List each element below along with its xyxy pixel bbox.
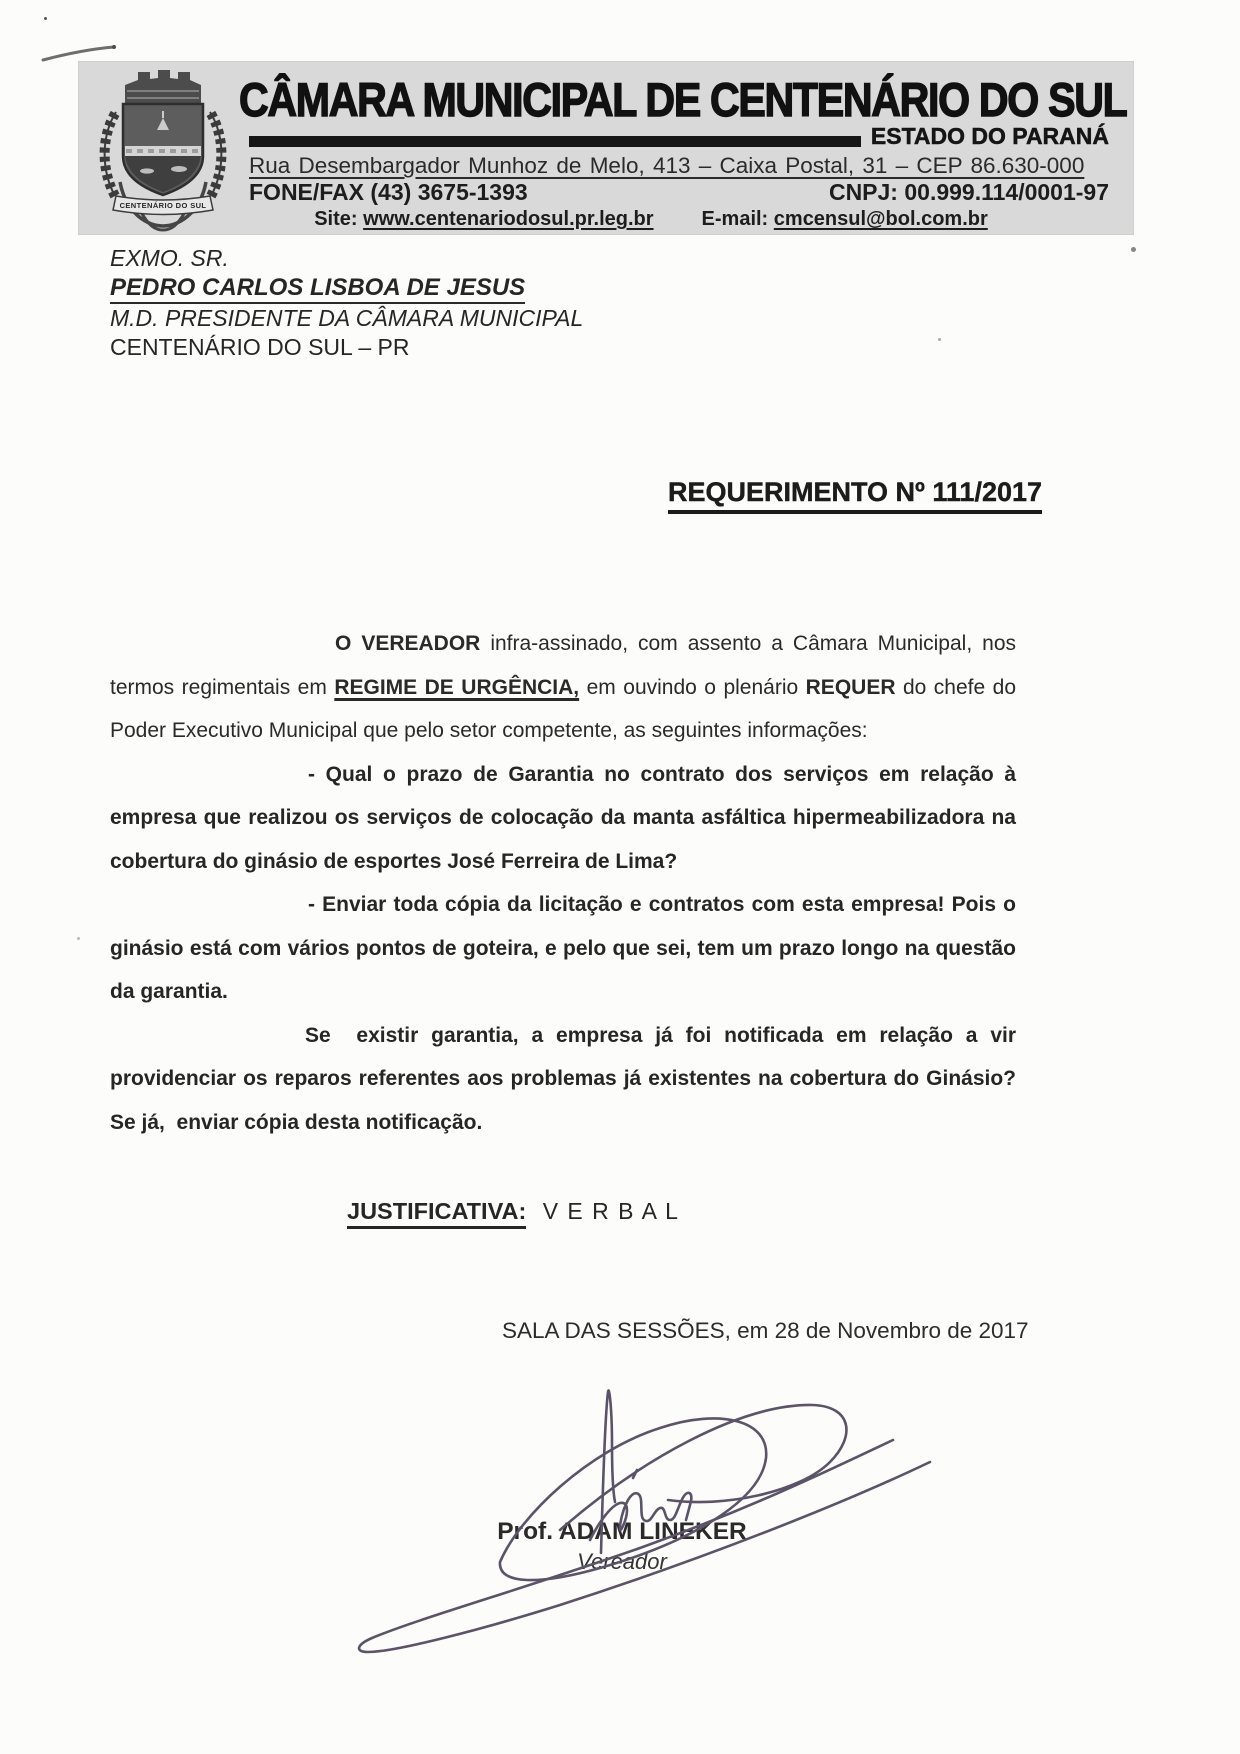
justification-label: JUSTIFICATIVA:	[347, 1198, 526, 1229]
site-email-row	[221, 208, 1081, 231]
site-label: Site:	[314, 208, 358, 230]
addressee-name: PEDRO CARLOS LISBOA DE JESUS	[110, 273, 525, 304]
document-title: REQUERIMENTO Nº 111/2017	[668, 477, 1042, 514]
scan-speck	[938, 338, 941, 341]
phone-cnpj-row	[249, 179, 1109, 206]
intro-text-1: infra-assinado, com assento a Câmara Municipal, nos termos regimentais em	[110, 632, 1016, 699]
paragraph-question-3: Se existir garantia, a empresa já foi notificada em relação a vir providenciar os reparos referentes aos problemas já existentes na cobertura do Ginásio? Se já, enviar cópia desta notificação.	[110, 1023, 1028, 1134]
intro-text-2: em ouvindo o plenário	[579, 675, 806, 699]
scan-speck	[77, 937, 80, 940]
session-date-line: SALA DAS SESSÕES, em 28 de Novembro de 2017	[502, 1318, 1029, 1343]
state-label: ESTADO DO PARANÁ	[870, 123, 1109, 149]
site-url: www.centenariodosul.pr.leg.br	[363, 208, 654, 230]
divider-bar	[249, 136, 861, 147]
intro-text-3: do chefe do Poder Executivo Municipal que pelo setor competente, as seguintes informações:	[110, 675, 1017, 742]
street-address: Rua Desembargador Munhoz de Melo, 413 – Caixa Postal, 31 – CEP 86.630-000	[249, 153, 1085, 178]
scan-speck	[44, 17, 47, 20]
email-address: cmcensul@bol.com.br	[773, 208, 988, 230]
addressee-salutation: EXMO. SR.	[110, 245, 229, 271]
cnpj-number: CNPJ: 00.999.114/0001-97	[828, 179, 1109, 205]
paragraph-question-2: - Enviar toda cópia da licitação e contratos com esta empresa! Pois o ginásio está com vários pontos de goteira, e pelo que sei, tem um prazo longo na questão da garantia.	[110, 893, 1016, 1003]
scan-speck	[1131, 247, 1136, 252]
email-entry	[702, 208, 988, 231]
addressee-role: M.D. PRESIDENTE DA CÂMARA MUNICIPAL	[110, 305, 584, 331]
signer-role: Vereador	[577, 1549, 667, 1574]
requer-word: REQUER	[805, 675, 896, 699]
site-entry	[314, 208, 653, 231]
intro-vereador: O VEREADOR	[335, 632, 481, 655]
email-label: E-mail:	[701, 208, 769, 230]
letterhead	[79, 62, 1133, 234]
regime-urgencia: REGIME DE URGÊNCIA,	[334, 675, 580, 699]
signer-name: Prof. ADAM LINEKER	[497, 1518, 747, 1545]
addressee-city: CENTENÁRIO DO SUL – PR	[110, 334, 410, 360]
crest-ribbon-text: CENTENÁRIO DO SUL	[119, 201, 207, 210]
justification-value: V E R B A L	[542, 1198, 680, 1224]
phone-number: FONE/FAX (43) 3675-1393	[249, 179, 528, 205]
justification-line	[347, 1198, 679, 1229]
paragraph-intro	[110, 622, 1016, 753]
paragraph-question-1: - Qual o prazo de Garantia no contrato dos serviços em relação à empresa que realizou os serviços de colocação da manta asfáltica hipermeabilizadora na cobertura do ginásio de esportes José Ferreira de Lima?	[110, 762, 1016, 873]
addressee-block	[110, 244, 583, 362]
document-body	[110, 622, 1028, 1144]
municipal-coat-of-arms	[89, 68, 237, 232]
state-row	[249, 123, 1109, 150]
org-name: CÂMARA MUNICIPAL DE CENTENÁRIO DO SUL	[239, 73, 1127, 126]
